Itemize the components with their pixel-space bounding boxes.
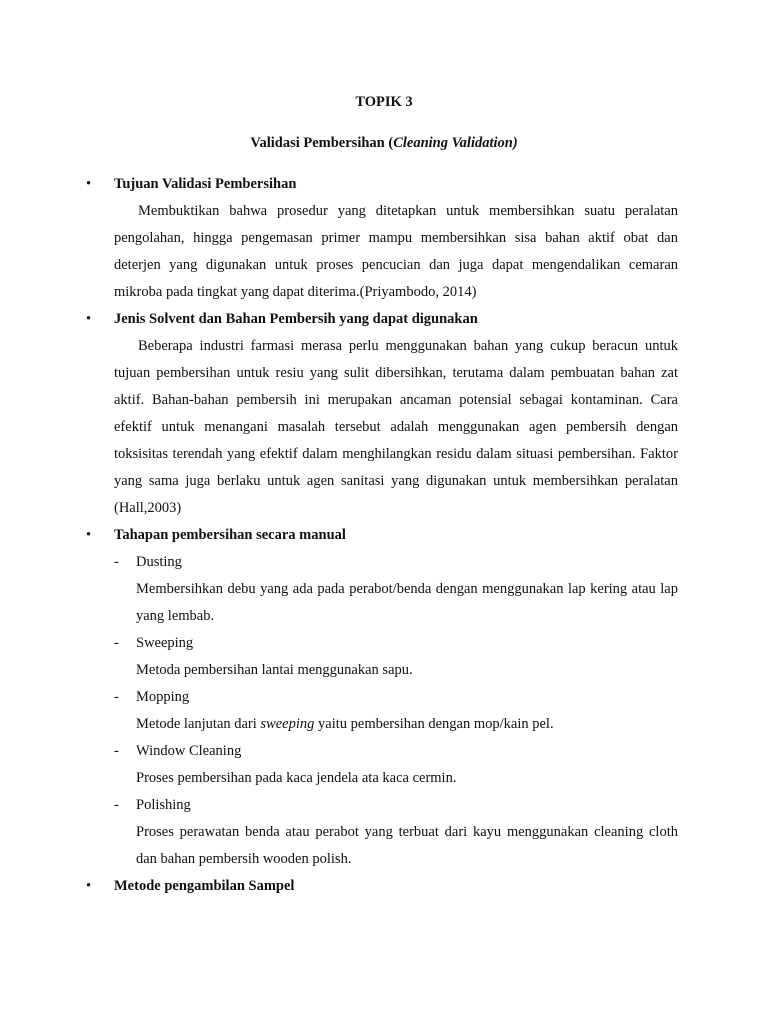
list-item-dusting bbox=[86, 549, 678, 576]
page-title: TOPIK 3 bbox=[355, 94, 413, 110]
list-item-name: Polishing bbox=[136, 797, 191, 813]
bullet-icon: • bbox=[86, 878, 92, 894]
list-item-description: Membersihkan debu yang ada pada perabot/benda dengan menggunakan lap kering atau lap yang lembab. bbox=[136, 581, 678, 624]
section-heading-sampel bbox=[86, 873, 678, 900]
dash-marker: - bbox=[114, 743, 119, 759]
list-item-polishing bbox=[86, 792, 678, 819]
section-heading-text: Metode pengambilan Sampel bbox=[114, 878, 295, 894]
section-heading-tujuan bbox=[86, 171, 678, 198]
list-item-name: Dusting bbox=[136, 554, 182, 570]
dash-marker: - bbox=[114, 797, 119, 813]
document-body bbox=[86, 171, 678, 900]
section-paragraph-solvent: Beberapa industri farmasi merasa perlu menggunakan bahan yang cukup beracun untuk tujuan pembersihan untuk resiu yang sulit dibersihkan, terutama dalam pembuatan bahan zat aktif. Bahan-bahan pembersih ini merupakan ancaman potensial sebagai kontaminan. Cara efektif untuk menangani masalah tersebut adalah menggunakan agen pembersih dengan toksisitas terendah yang efektif dalam menghilangkan residu dalam situasi pembersihan. Faktor yang sama juga berlaku untuk agen sanitasi yang digunakan untuk membersihkan peralatan (Hall,2003) bbox=[114, 338, 678, 516]
subtitle-text: Validasi Pembersihan ( bbox=[250, 135, 394, 151]
list-item-name: Sweeping bbox=[136, 635, 194, 651]
list-item-name: Mopping bbox=[136, 689, 190, 705]
list-item-description bbox=[86, 711, 678, 738]
list-item-description: Metoda pembersihan lantai menggunakan sapu. bbox=[136, 662, 413, 678]
desc-text: Metode lanjutan dari bbox=[136, 716, 261, 732]
bullet-icon: • bbox=[86, 527, 92, 543]
section-heading-solvent bbox=[86, 306, 678, 333]
section-paragraph-tujuan: Membuktikan bahwa prosedur yang ditetapkan untuk membersihkan suatu peralatan pengolahan, hingga pengemasan primer mampu membersihkan sisa bahan aktif obat dan deterjen yang digunakan untuk proses pencucian dan juga dapat mengendalikan cemaran mikroba pada tingkat yang dapat diterima.(Priyambodo, 2014) bbox=[114, 203, 678, 300]
list-item-name: Window Cleaning bbox=[136, 743, 242, 759]
dash-marker: - bbox=[114, 635, 119, 651]
list-item-window-cleaning bbox=[86, 738, 678, 765]
dash-marker: - bbox=[114, 689, 119, 705]
page-subtitle bbox=[0, 133, 768, 153]
bullet-icon: • bbox=[86, 311, 92, 327]
section-heading-text: Jenis Solvent dan Bahan Pembersih yang dapat digunakan bbox=[114, 311, 478, 327]
list-item-description: Proses perawatan benda atau perabot yang terbuat dari kayu menggunakan cleaning cloth dan bahan pembersih wooden polish. bbox=[136, 824, 678, 867]
bullet-icon: • bbox=[86, 176, 92, 192]
section-heading-text: Tahapan pembersihan secara manual bbox=[114, 527, 346, 543]
desc-text: yaitu pembersihan dengan mop/kain pel. bbox=[314, 716, 554, 732]
dash-marker: - bbox=[114, 554, 119, 570]
list-item-sweeping bbox=[86, 630, 678, 657]
subtitle-italic-text: Cleaning Validation) bbox=[393, 135, 518, 151]
list-item-mopping bbox=[86, 684, 678, 711]
desc-italic-text: sweeping bbox=[260, 716, 315, 732]
section-heading-text: Tujuan Validasi Pembersihan bbox=[114, 176, 297, 192]
list-item-description: Proses pembersihan pada kaca jendela ata kaca cermin. bbox=[136, 770, 457, 786]
section-heading-tahapan bbox=[86, 522, 678, 549]
